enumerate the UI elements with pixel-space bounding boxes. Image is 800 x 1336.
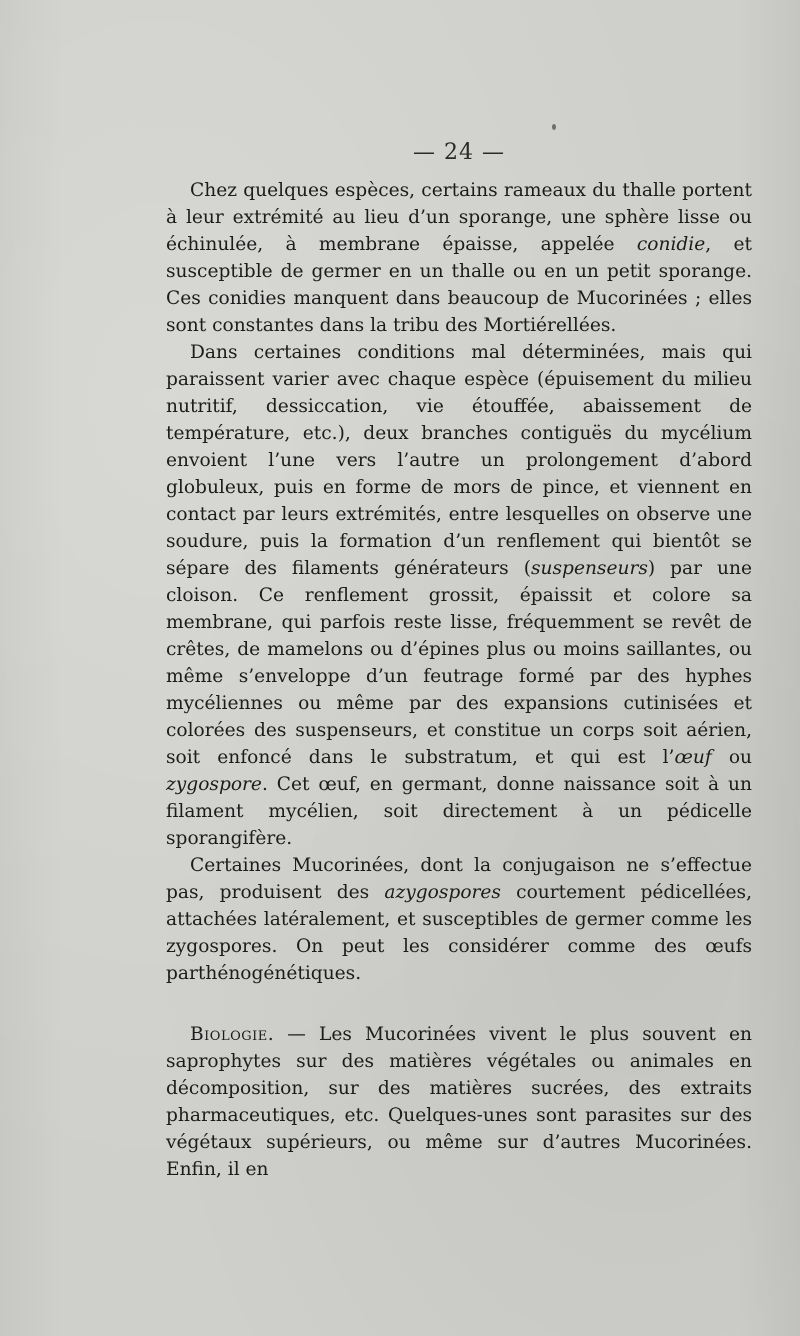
text-segment: Certaines Mucorinées, dont la conjugaison ne s’effectue pas, produisent des xyxy=(166,855,752,903)
text-segment: Dans certaines conditions mal déterminées, mais qui paraissent varier avec chaque espèce (épuisement du milieu nutritif, dessiccation, vie étouffée, abaissement de température, etc.), deux branches contiguës du mycélium envoient l’une vers l’autre un prolongement d’abord globuleux, puis en forme de mors de pince, et viennent en contact par leurs extrémités, entre lesquelles on observe une soudure, puis la formation d’un renflement qui bientôt se sépare des filaments générateurs ( xyxy=(166,342,752,579)
ink-speck xyxy=(552,124,556,130)
paragraph-azygospores xyxy=(166,852,752,987)
paragraph-conidia xyxy=(166,177,752,339)
italic-term-azygospores: azygospores xyxy=(384,882,501,903)
text-segment: . Cet œuf, en germant, donne naissance soit à un filament mycélien, soit directement à un pédicelle sporangifère. xyxy=(166,774,752,849)
italic-term-conidie: conidie xyxy=(636,234,706,255)
text-segment: ou xyxy=(711,747,752,768)
text-segment: Les Mucorinées vivent le plus souvent en saprophytes sur des matières végétales ou animales en décomposition, sur des matières sucrées, des extraits pharmaceutiques, etc. Quelques-unes sont parasites sur des végétaux supérieurs, ou même sur d’autres Mucorinées. Enfin, il en xyxy=(166,1024,752,1180)
heading-dash: — xyxy=(274,1024,320,1045)
text-segment: , et susceptible de germer en un thalle ou en un petit sporange. Ces conidies manquent dans beaucoup de Mucorinées ; elles sont constantes dans la tribu des Mortiérellées. xyxy=(166,234,752,336)
text-segment: ) par une cloison. Ce renflement grossit, épaissit et colore sa membrane, qui parfois reste lisse, fréquemment se revêt de crêtes, de mamelons ou d’épines plus ou moins saillantes, ou même s’enveloppe d’un feutrage formé par des hyphes mycéliennes ou même par des expansions cutinisées et colorées des suspenseurs, et constitue un corps soit aérien, soit enfoncé dans le substratum, et qui est l’ xyxy=(166,558,752,768)
page-number: — 24 — xyxy=(413,140,505,165)
italic-term-oeuf: œuf xyxy=(674,747,712,768)
italic-term-zygospore: zygospore xyxy=(166,774,262,795)
text-segment: courtement pédicellées, attachées latéralement, et susceptibles de germer comme les zygospores. On peut les considérer comme des œufs parthénogénétiques. xyxy=(166,882,752,984)
italic-term-suspenseurs: suspenseurs xyxy=(530,558,648,579)
paragraph-biologie xyxy=(166,1021,752,1183)
book-page xyxy=(166,140,752,1183)
paragraph-zygospore xyxy=(166,339,752,852)
text-segment: Chez quelques espèces, certains rameaux du thalle portent à leur extrémité au lieu d’un sporange, une sphère lisse ou échinulée, à membrane épaisse, appelée xyxy=(166,180,752,255)
section-heading-biologie: Biologie. xyxy=(190,1024,275,1045)
